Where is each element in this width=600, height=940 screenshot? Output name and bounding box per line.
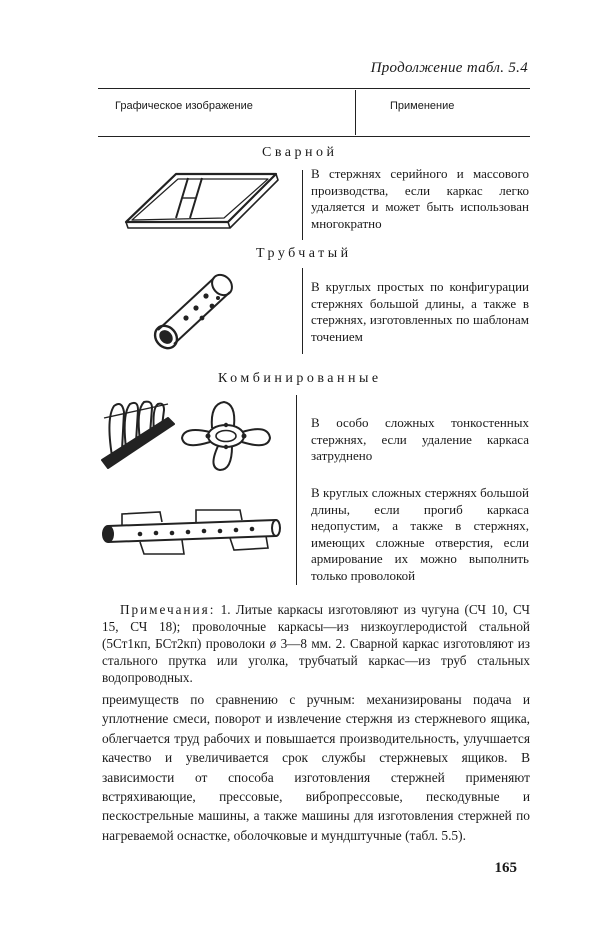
combined-ring-frame-illustration	[178, 398, 274, 474]
notes-label: Примечания:	[120, 602, 216, 617]
table-top-rule	[98, 88, 530, 89]
table-continuation-caption: Продолжение табл. 5.4	[370, 60, 528, 76]
tubular-frame-illustration	[148, 268, 238, 352]
divider-combined	[296, 395, 297, 585]
table-header-bottom-rule	[98, 136, 530, 137]
table-notes	[102, 601, 530, 686]
application-welded: В стержнях серийного и массового производства, если каркас легко удаляется и может быть использован многократно	[311, 166, 529, 231]
notes-text: 1. Литые каркасы изготовляют из чугуна (СЧ 10, СЧ 15, СЧ 18); проволочные каркасы—из низкоуглеродистой стальной (5Ст1кп, БСт2кп) проволоки ø 3—8 мм. 2. Сварной каркас изготовляют из стального прутка или уголка, трубчатый каркас—из труб стальных водопроводных.	[102, 602, 530, 685]
table-header-divider	[355, 90, 356, 135]
welded-frame-illustration	[118, 170, 288, 245]
application-combined-long: В круглых сложных стержнях большой длины, если прогиб каркаса недопустим, а также в стержнях, имеющих сложные отверстия, если армирование их можно выполнить только проволокой	[311, 485, 529, 583]
application-combined-thinwall: В особо сложных тонкостенных стержнях, если удаление каркаса затруднено	[311, 415, 529, 463]
divider-welded	[302, 170, 303, 240]
divider-tubular	[302, 268, 303, 354]
section-title-tubular: Трубчатый	[256, 246, 352, 261]
column-header-application: Применение	[390, 100, 455, 112]
section-title-combined: Комбинированные	[218, 371, 382, 386]
combined-bar-frame-illustration	[98, 398, 178, 473]
body-paragraph: преимуществ по сравнению с ручным: механизированы подача и уплотнение смеси, поворот и извлечение стержня из стержневого ящика, облегчается труд рабочих и повышается производительность, улучшается качество и увеличивается срок службы стержневых ящиков. В зависимости от способа изготовления стержней применяют встряхивающие, прессовые, вибропрессовые, пескодувные и пескострельные машины, а также машины для изготовления стержней по нагреваемой оснастке, оболочковые и мундштучные (табл. 5.5).	[102, 692, 530, 843]
page-number: 165	[494, 860, 517, 876]
column-header-image: Графическое изображение	[115, 100, 253, 112]
application-tubular: В круглых простых по конфигурации стержнях большой длины, а также в стержнях, изготовленных по шаблонам точением	[311, 279, 529, 344]
combined-pipe-frame-illustration	[100, 508, 286, 558]
section-title-welded: Сварной	[262, 145, 338, 160]
